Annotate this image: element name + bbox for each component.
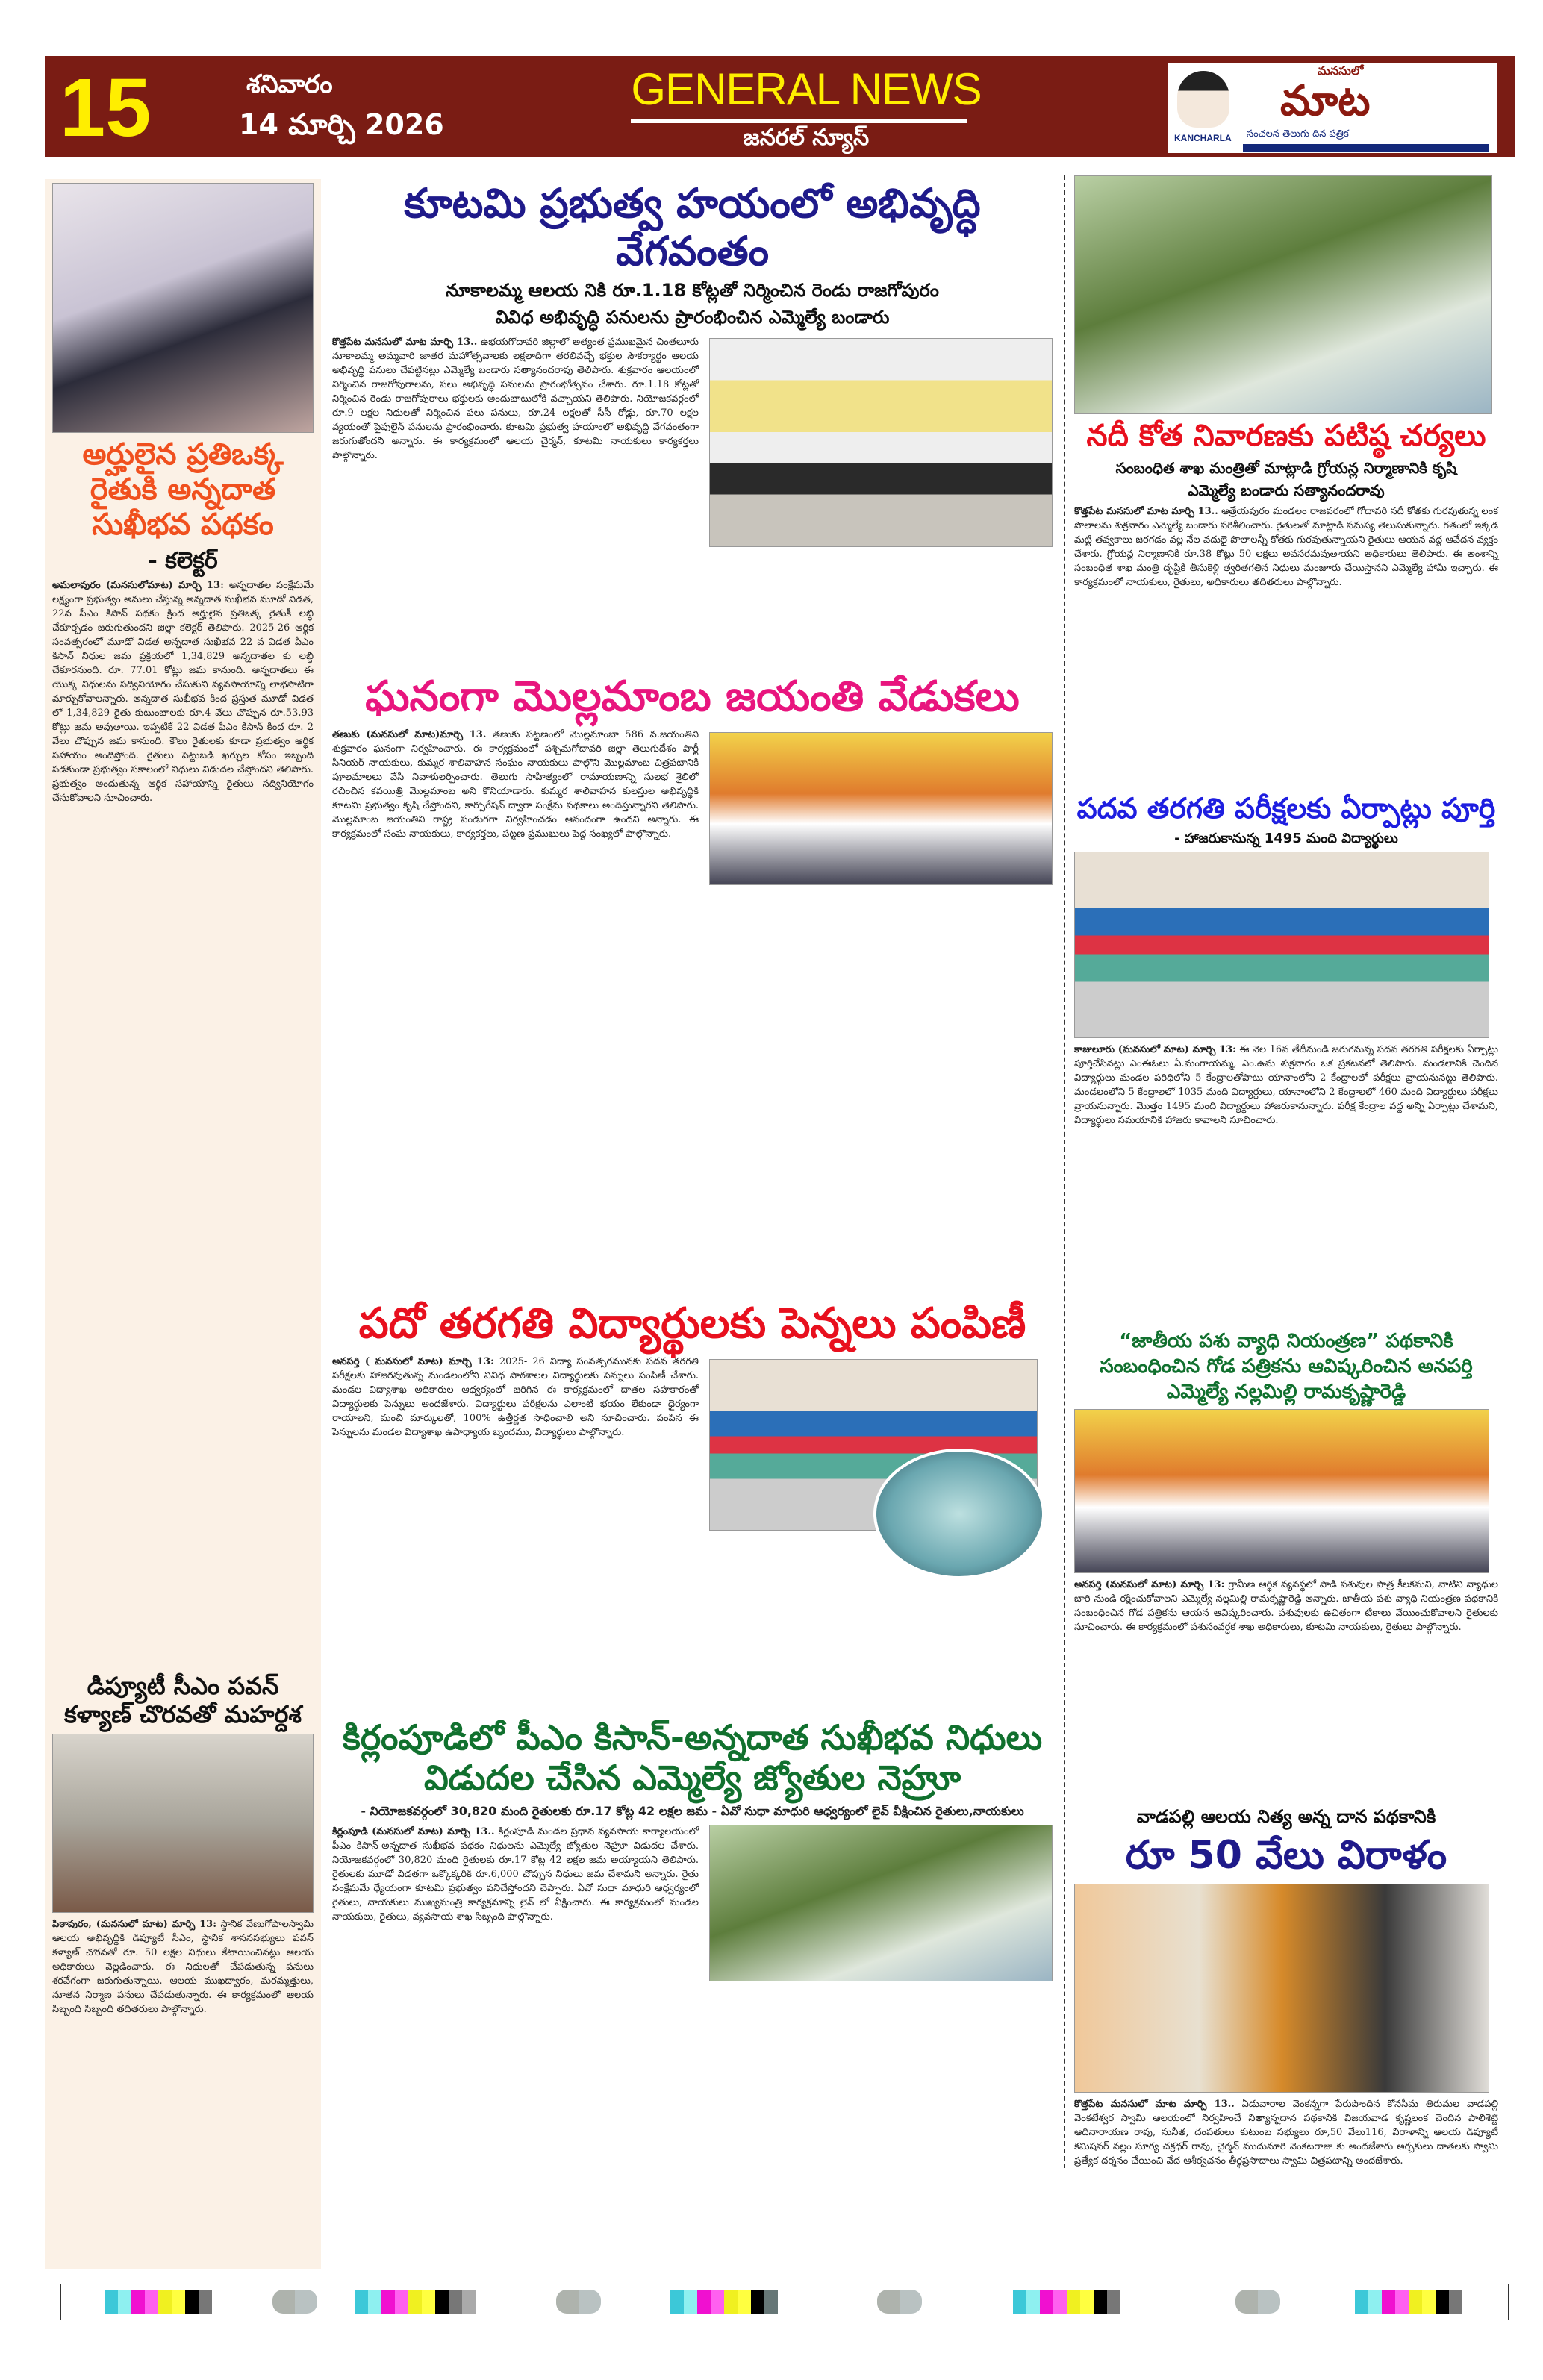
story-subhead: సంబంధిత శాఖ మంత్రితో మాట్లాడి గ్రోయన్ల నిర్మాణానికి కృషి bbox=[1115, 459, 1457, 478]
portrait-icon bbox=[1177, 71, 1229, 128]
story-subhead: నూకాలమ్మ ఆలయ నికి రూ.1.18 కోట్లతో నిర్మించిన రెండు రాజగోపురం bbox=[446, 280, 939, 302]
story bbox=[332, 1713, 1053, 1987]
dateline: కిర్లంపూడి (మనసులో మాట) మార్చి 13.. bbox=[332, 1826, 495, 1838]
color-bar bbox=[105, 2290, 212, 2314]
page-number: 15 bbox=[60, 62, 152, 154]
dateline: పిఠాపురం, (మనసులో మాట) మార్చి 13: bbox=[52, 1918, 217, 1930]
dateline: అనపర్తి ( మనసులో మాట) మార్చి 13: bbox=[332, 1356, 494, 1368]
dateline: కొత్తపేట మనసులో మాట మార్చి 13.. bbox=[1074, 2098, 1235, 2110]
story-headline: “జాతీయ పశు వ్యాధి నియంత్రణ” పథకానికి సంబంధించిన గోడ పత్రికను ఆవిష్కరించిన అనపర్తి ఎమ్మెల్యే నల్లమిల్లి రామకృష్ణారెడ్డి bbox=[1100, 1330, 1473, 1403]
section-title-en: GENERAL NEWS bbox=[631, 64, 982, 114]
story-byline: - కలెక్టర్ bbox=[148, 547, 218, 574]
exam-hall-photo bbox=[1074, 852, 1489, 1038]
newspaper-logo bbox=[1168, 63, 1497, 153]
story-body bbox=[52, 578, 314, 805]
logo-strip bbox=[1243, 144, 1489, 152]
story bbox=[332, 668, 1053, 1295]
dateline: అనపర్తి (మనసులో మాట) మార్చి 13: bbox=[1074, 1579, 1225, 1591]
story-body bbox=[52, 1917, 314, 2017]
pens-inset-photo bbox=[873, 1449, 1045, 1579]
story-text: గ్రామీణ ఆర్థిక వ్యవస్థలో పాడి పశువుల పాత్ర కీలకమని, వాటిని వ్యాధుల బారి నుండి రక్షించుకోవాలని ఎమ్మెల్యే నల్లమిల్లి రామకృష్ణారెడ్డి అన్నారు. జాతీయ పశు వ్యాధి నియంత్రణ పథకానికి సంబంధించిన గోడ పత్రికను ఆయన ఆవిష్కరించారు. పశువులకు ఉచితంగా టీకాలు వేయించుకోవాలని రైతులకు సూచించారు. ఈ కార్యక్రమంలో పశుసంవర్ధక శాఖ అధికారులు, కూటమి నాయకులు, రైతులు పాల్గొన్నారు. bbox=[1074, 1579, 1498, 1634]
story-subhead: ఎమ్మెల్యే బండారు సత్యానందరావు bbox=[1188, 481, 1385, 500]
story-subline: - నియోజకవర్గంలో 30,820 మంది రైతులకు రూ.17 కోట్ల 42 లక్షల జమ - ఏవో సుధా మాధురి ఆధ్వర్యంలో లైవ్ వీక్షించిన రైతులు,నాయకులు bbox=[361, 1803, 1024, 1818]
logo-brand: మాట bbox=[1280, 76, 1371, 125]
dateline: తణుకు (మనసులో మాట)మార్చి 13. bbox=[332, 729, 487, 741]
story-text: అన్నదాతల సంక్షేమమే లక్ష్యంగా ప్రభుత్వం అమలు చేస్తున్న అన్నదాత సుఖీభవ మూడో విడత, 22వ పీఎం కిసాన్ పథకం క్రింద అర్హులైన ప్రతిఒక్క రైతుకీ లబ్ధి చేకూర్చడం జరుగుతుందని జిల్లా కలెక్టర్ తెలిపారు. 2025-26 ఆర్థిక సంవత్సరంలో మూడో విడత అన్నదాత సుఖీభవ 22 వ విడత పీఎం కిసాన్ నిధుల జమ ప్రక్రియలో 1,34,829 అన్నదాతల కు లబ్ధి చేకూరనుంది. రూ. 77.01 కోట్లు జమ కానుంది. అన్నదాతలు ఈ యొక్క నిధులను సద్వినియోగం చేసుకుని వ్యవసాయాన్ని లాభసాటిగా మార్చుకోవాలన్నారు. అన్నదాత సుఖీభవ కింద ప్రస్తుత మూడో విడత లో 1,34,829 రైతు కుటుంబాలకు రూ.4 వేలు చొప్పున రూ.53.93 కోట్లు జమ అవుతాయి. ఇప్పటికే 22 విడత పీఎం కిసాన్ కింద రూ. 2 వేలు చొప్పున జమ కానుంది. కౌలు రైతులకు కూడా ప్రభుత్వం ఆర్థిక సహాయం అందిస్తోంది. రైతులు పెట్టుబడి ఖర్చుల కోసం ఇబ్బంది పడకుండా ప్రభుత్వం సకాలంలో నిధులు విడుదల చేస్తోందని తెలిపారు. ప్రభుత్వం అందుతున్న ఆర్థిక సహాయాన్ని రైతులు సద్వినియోగం చేసుకోవాలని సూచించారు. bbox=[52, 579, 314, 804]
pm-kisan-event-photo bbox=[709, 1825, 1053, 1981]
logo-owner: KANCHARLA bbox=[1174, 133, 1232, 143]
story bbox=[1074, 1325, 1498, 1802]
story bbox=[332, 1295, 1053, 1713]
story-headline: కిర్లంపూడిలో పీఎం కిసాన్-అన్నదాత సుఖీభవ నిధులు విడుదల చేసిన ఎమ్మెల్యే జ్యోతుల నెహ్రూ bbox=[342, 1717, 1043, 1799]
center-column bbox=[332, 175, 1053, 1987]
story-text: ఆత్రేయపురం మండలం రాజవరంలో గోదావరి నదీ కోతకు గురవుతున్న లంక పొలాలను శుక్రవారం ఎమ్మెల్యే బండారు పరిశీలించారు. రైతులతో మాట్లాడి సమస్య తెలుసుకున్నారు. గతంలో ఇక్కడ మట్టి తవ్వకాలు జరగడం వల్ల నేల వదులై పొలాలన్నీ కోతకు గురవుతున్నాయని రైతులు ఆయన వద్ద ఆవేదన వ్యక్తం చేశారు. గ్రోయన్ల నిర్మాణానికి రూ.38 కోట్లు 50 లక్షలు అవసరమవుతాయని అధికారులు తెలిపారు. ఈ అంశాన్ని సంబంధిత శాఖ మంత్రి దృష్టికి తీసుకెళ్లి త్వరితగతిన నిధులు మంజూరు చేయిస్తానని ఎమ్మెల్యే హామీ ఇచ్చారు. ఈ కార్యక్రమంలో నాయకులు, రైతులు, అధికారులు తదితరులు పాల్గొన్నారు. bbox=[1074, 506, 1498, 589]
color-bar bbox=[1013, 2290, 1120, 2314]
story-headline: పదవ తరగతి పరీక్షలకు ఏర్పాట్లు పూర్తి bbox=[1076, 792, 1496, 825]
dateline: కొత్తపేట మనసులో మాట మార్చి 13.. bbox=[332, 336, 478, 348]
story-text: ఉభయగోదావరి జిల్లాలో అత్యంత ప్రముఖమైన చింతలూరు నూకాలమ్మ అమ్మవారి జాతర మహోత్సవాలకు లక్షలాదిగా తరలివచ్చే భక్తుల సౌకర్యార్థం ఆలయ అభివృద్ధి పనులు చేపట్టినట్లు ఎమ్మెల్యే బండారు సత్యానందరావు తెలిపారు. శుక్రవారం ఆలయంలో నిర్మించిన రాజగోపురాలను, పలు అభివృద్ధి పనులను ప్రారంభోత్సవం చేశారు. రూ.1.18 కోట్లతో నిర్మించిన రెండు రాజగోపురాలు భక్తులకు అందుబాటులోకి వచ్చాయని తెలిపారు. నియోజకవర్గంలో రూ.9 లక్షల నిధులతో నిర్మించిన పలు పనులు, రూ.24 లక్షలతో సీసీ రోడ్లు, రూ.70 లక్షల వ్యయంతో పైపులైన్ పనులను ప్రారంభించారు. కూటమి ప్రభుత్వ హయాంలో అభివృద్ధి వేగవంతంగా జరుగుతోందని అన్నారు. ఈ కార్యక్రమంలో ఆలయ చైర్మన్, కూటమి నాయకులు కార్యకర్తలు పాల్గొన్నారు. bbox=[332, 336, 699, 461]
story-text: తణుకు పట్టణంలో మొల్లమాంబా 586 వ.జయంతిని శుక్రవారం ఘనంగా నిర్వహించారు. ఈ కార్యక్రమంలో పశ్చిమగోదావరి జిల్లా తెలుగుదేశం పార్టీ సీనియర్ నాయకులు, కుమ్మర శాలివాహన సంఘం నాయకులు పాల్గొని మొల్లమాంబ చిత్రపటానికి పూలమాలలు వేసి నివాళులర్పించారు. తెలుగు సాహిత్యంలో రామాయణాన్ని సులభ శైలిలో రచించిన కవయిత్రి మొల్లమాంబ అని కొనియాడారు. కుమ్మర శాలివాహన కులస్తుల అభివృద్ధికి కూటమి ప్రభుత్వం కృషి చేస్తోందని, కార్పొరేషన్ ద్వారా సంక్షేమ పథకాలు అందిస్తున్నారని తెలిపారు. మొల్లమాంబ జయంతిని రాష్ట్ర పండుగగా నిర్వహించడం ఆనందంగా ఉందని అన్నారు. ఈ కార్యక్రమంలో సంఘ నాయకులు, కార్యకర్తలు, పట్టణ ప్రముఖులు పెద్ద సంఖ్యలో పాల్గొన్నారు. bbox=[332, 729, 699, 840]
gray-patch bbox=[272, 2290, 317, 2314]
dateline: అమలాపురం (మనసులోమాట) మార్చి 13: bbox=[52, 579, 224, 591]
dateline: కాజులూరు (మనసులో మాట) మార్చి 13: bbox=[1074, 1044, 1236, 1056]
story-text: 2025- 26 విద్యా సంవత్సరమునకు పదవ తరగతి పరీక్షలకు హాజరవుతున్న మండలంలోని వివిధ పాఠశాలల విద్యార్థులకు పెన్నులు పంపిణీ చేశారు. మండల విద్యాశాఖ అధికారుల ఆధ్వర్యంలో జరిగిన ఈ కార్యక్రమంలో దాతల సహకారంతో విద్యార్థులకు పెన్నులు అందజేశారు. విద్యార్థులు పరీక్షలను ఎలాంటి భయం లేకుండా ధైర్యంగా రాయాలని, మంచి మార్కులతో, 100% ఉత్తీర్ణత సాధించాలి అని సూచించారు. పంపిన ఈ పెన్నులను మండల విద్యాశాఖ ఉపాధ్యాయ బృందము, విద్యార్థులు పాల్గొన్నారు. bbox=[332, 1356, 699, 1439]
gray-patch bbox=[556, 2290, 601, 2314]
section-title-te: జనరల్ న్యూస్ bbox=[743, 125, 870, 151]
color-bar bbox=[1355, 2290, 1462, 2314]
story-headline: అర్హులైన ప్రతిఒక్క రైతుకి అన్నదాత సుఖీభవ పథకం bbox=[82, 437, 284, 543]
story-text: ఈ నెల 16వ తేదీనుండి జరుగనున్న పదవ తరగతి పరీక్షలకు ఏర్పాట్లు పూర్తిచేసినట్లు ఎంఈఓలు ఏ.మంగాయమ్మ, ఎం.ఉమ శుక్రవారం ఒక ప్రకటనలో తెలిపారు. మండలానికి చెందిన విద్యార్థులు మండల పరిధిలోని 5 కేంద్రాలతోపాటు యానాంలోని 2 కేంద్రాలలో పరీక్షలు వ్రాయనునట్టు తెలిపారు. మండలంలోని 5 కేంద్రాలలో 1035 మంది విద్యార్థులు, యానాంలోని 2 కేంద్రాలలో 460 మంది విద్యార్థులు పరీక్షలు వ్రాయనున్నారు. మొత్తం 1495 మంది విద్యార్థులు హాజరుకానున్నారు. పరీక్ష కేంద్రాల వద్ద అన్ని ఏర్పాట్లు చేశామని, విద్యార్థులు సమయానికి హాజరు కావాలని సూచించారు. bbox=[1074, 1044, 1498, 1127]
divider bbox=[631, 119, 967, 123]
right-column bbox=[1064, 175, 1498, 2168]
color-bar bbox=[670, 2290, 778, 2314]
gray-patch bbox=[877, 2290, 922, 2314]
left-column bbox=[45, 179, 321, 2269]
color-bar bbox=[355, 2290, 476, 2314]
story-text: ఏడువారాల వెంకన్నగా పేరుపొందిన కోనసీమ తిరుమల వాడపల్లి వెంకటేశ్వర స్వామి ఆలయంలో నిర్వహించే నిత్యాన్నదాన పథకానికి విజయవాడ కృష్ణలంక చెందిన పాలిశెట్టి ఆదినారాయణ రావు, సునీత, దంపతులు కుటుంబ సభ్యులు రూ,50 వేలు116, విరాళాన్ని ఆలయ డిప్యూటీ కమిషనర్ నల్లం సూర్య చక్రధర్ రావు, చైర్మన్ ముదునూరి వెంకటరాజు కు అందజేశారు అర్చకులు దాతలకు స్వామి ప్రత్యేక దర్శనం చేయించి వేద ఆశీర్వచనం తీర్థప్రసాదాలు స్వామి చిత్రపటాన్ని అందజేశారు. bbox=[1074, 2098, 1498, 2167]
logo-tagline: సంచలన తెలుగు దిన పత్రిక bbox=[1247, 128, 1349, 140]
story bbox=[332, 175, 1053, 668]
registration-mark bbox=[1508, 2284, 1509, 2320]
logo-prefix: మనసులో bbox=[1318, 63, 1364, 78]
registration-mark bbox=[60, 2284, 61, 2320]
collector-photo bbox=[52, 183, 314, 433]
story bbox=[1074, 175, 1498, 787]
date-label: 14 మార్చి 2026 bbox=[239, 108, 444, 141]
story-subhead: - హాజరుకానున్న 1495 మంది విద్యార్థులు bbox=[1174, 830, 1398, 846]
masthead bbox=[45, 56, 1515, 157]
gray-patch bbox=[1235, 2290, 1280, 2314]
story bbox=[52, 183, 314, 1668]
story-text: స్థానిక వేణుగోపాలస్వామి ఆలయ అభివృద్ధికి డిప్యూటీ సీఎం, స్థానిక శాసనసభ్యులు పవన్ కళ్యాణ్ చొరవతో రూ. 50 లక్షల నిధులు కేటాయించినట్లు ఆలయ అధికారులు వెల్లడించారు. ఈ నిధులతో చేపడుతున్న పనులు శరవేగంగా జరుగుతున్నాయి. ఆలయ ముఖద్వారం, మరమ్మత్తులు, నూతన నిర్మాణ పనులు చేపడుతున్నారు. ఈ కార్యక్రమంలో ఆలయ సిబ్బంది సిబ్బంది తదితరులు పాల్గొన్నారు. bbox=[52, 1918, 314, 2015]
wall-poster-launch-photo bbox=[1074, 1409, 1489, 1573]
river-erosion-photo bbox=[1074, 175, 1492, 414]
mollamamba-event-photo bbox=[709, 732, 1053, 885]
dateline: కొత్తపేట మనసులో మాట మార్చి 13.. bbox=[1074, 506, 1218, 518]
day-label: శనివారం bbox=[246, 69, 333, 99]
story-headline: డిప్యూటీ సీఎం పవన్ కళ్యాణ్ చొరవతో మహర్దశ bbox=[64, 1672, 302, 1728]
story-subhead: వివిధ అభివృద్ధి పనులను ప్రారంభించిన ఎమ్మెల్యే బండారు bbox=[495, 306, 890, 328]
temple-works-photo bbox=[52, 1734, 314, 1913]
story-body bbox=[1074, 2097, 1498, 2168]
temple-inauguration-photo bbox=[709, 338, 1053, 547]
story-text: కిర్లంపూడి మండల ప్రధాన వ్యవసాయ కార్యాలయంలో పీఎం కిసాన్-అన్నదాత సుఖీభవ పథకం నిధులను ఎమ్మెల్యే జ్యోతుల నెహ్రూ విడుదల చేశారు. నియోజకవర్గంలో 30,820 మంది రైతులకు రూ.17 కోట్ల 42 లక్షల జమ అయ్యాయని తెలిపారు. రైతులకు మూడో విడతగా ఒక్కొక్కరికి రూ.6,000 చొప్పున నిధులు జమ చేశామని అన్నారు. రైతు సంక్షేమమే ధ్యేయంగా కూటమి ప్రభుత్వం పనిచేస్తోందని చెప్పారు. ఏవో సుధా మాధురి ఆధ్వర్యంలో రైతులు, నాయకులు ముఖ్యమంత్రి కార్యక్రమాన్ని లైవ్ లో వీక్షించారు. ఈ కార్యక్రమంలో మండల నాయకులు, రైతులు, వ్యవసాయ శాఖ సిబ్బంది పాల్గొన్నారు. bbox=[332, 1826, 699, 1923]
story-headline: రూ 50 వేలు విరాళం bbox=[1125, 1833, 1447, 1878]
story-body bbox=[1074, 505, 1498, 590]
story-headline: ఘనంగా మొల్లమాంబ జయంతి వేడుకలు bbox=[365, 672, 1020, 721]
photo-group bbox=[709, 1359, 1053, 1583]
story bbox=[1074, 1802, 1498, 2168]
story-headline: కూటమి ప్రభుత్వ హయంలో అభివృద్ధి వేగవంతం bbox=[404, 180, 981, 275]
story-headline: నదీ కోత నివారణకు పటిష్ఠ చర్యలు bbox=[1086, 419, 1486, 453]
story-body bbox=[1074, 1043, 1498, 1128]
story-headline: పదో తరగతి విద్యార్థులకు పెన్నలు పంపిణీ bbox=[358, 1299, 1026, 1348]
story-body bbox=[1074, 1578, 1498, 1634]
story bbox=[52, 1668, 314, 2017]
donation-photo bbox=[1074, 1884, 1489, 2093]
story bbox=[1074, 787, 1498, 1325]
story-kicker: వాడపల్లి ఆలయ నిత్య అన్న దాన పథకానికి bbox=[1136, 1806, 1436, 1827]
